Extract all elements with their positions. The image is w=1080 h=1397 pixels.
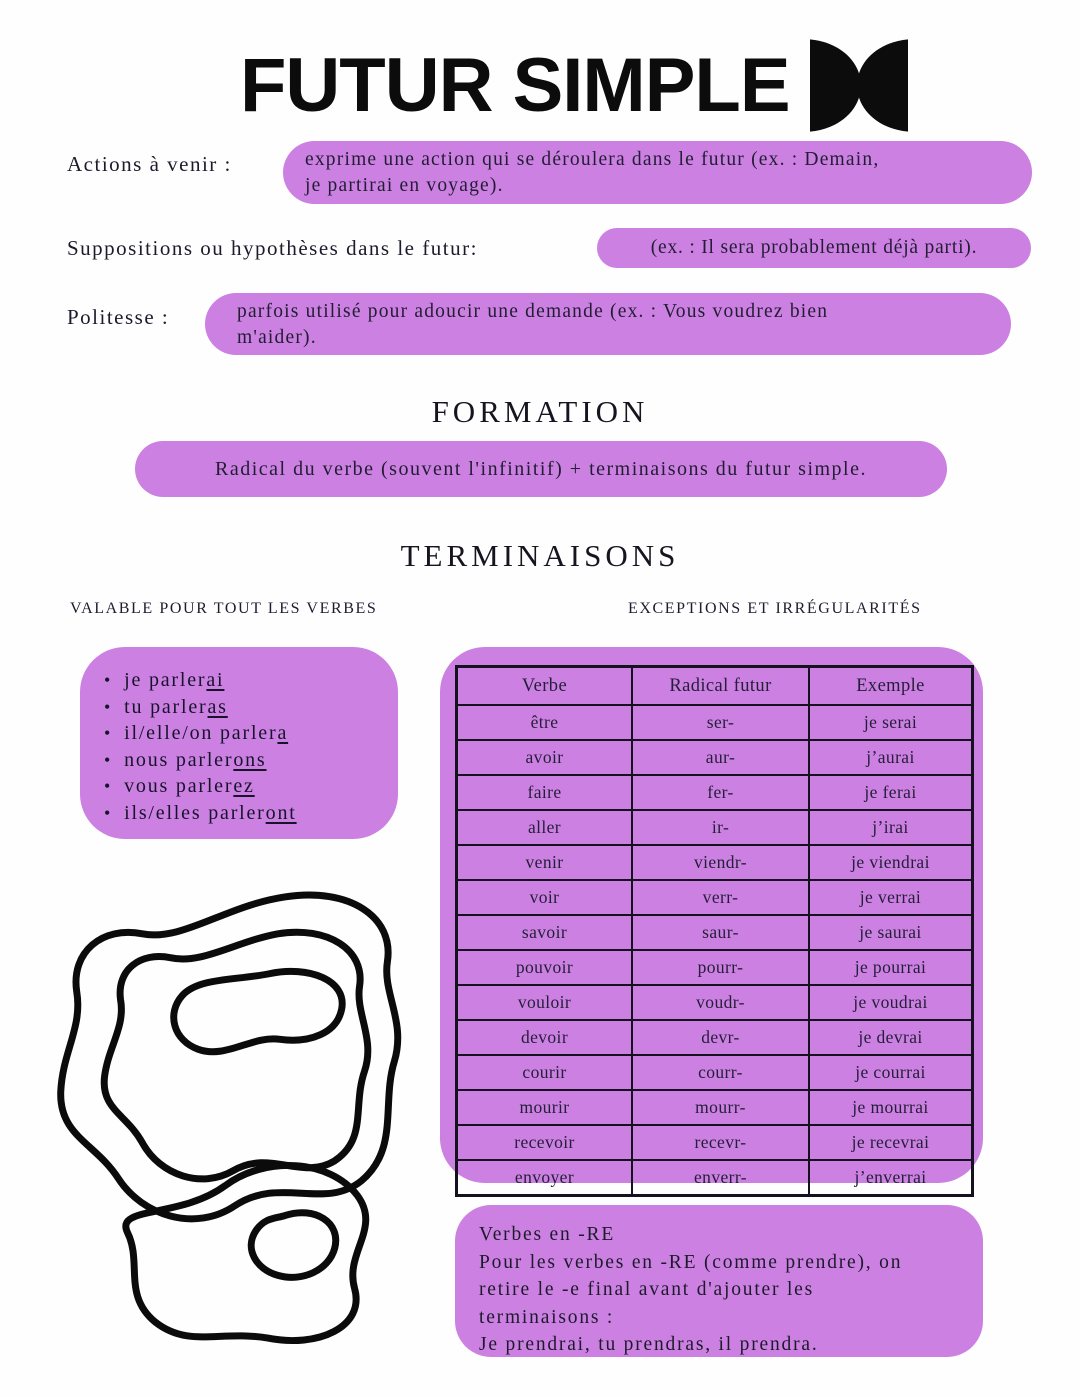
endings-list-box bbox=[80, 647, 398, 839]
re-note-line: Verbes en -RE bbox=[479, 1224, 616, 1245]
cell-verbe: courir bbox=[457, 1055, 633, 1090]
cell-radical: courr- bbox=[632, 1055, 809, 1090]
cell-exemple: je pourrai bbox=[809, 950, 973, 985]
ending-suffix: ons bbox=[233, 748, 267, 771]
ending-base: tu parler bbox=[124, 695, 208, 718]
ending-suffix: a bbox=[277, 722, 289, 744]
ending-item bbox=[104, 720, 398, 747]
ending-item bbox=[104, 694, 398, 721]
cell-exemple: je voudrai bbox=[809, 985, 973, 1020]
bowtie-logo-icon bbox=[810, 38, 908, 133]
cell-exemple: je devrai bbox=[809, 1020, 973, 1055]
pill-text-line: parfois utilisé pour adoucir une demande (ex. : Vous voudrez bien bbox=[237, 301, 829, 322]
cell-radical: recevr- bbox=[632, 1125, 809, 1160]
cell-radical: voudr- bbox=[632, 985, 809, 1020]
cell-radical: mourr- bbox=[632, 1090, 809, 1125]
intro-label-actions: Actions à venir : bbox=[67, 152, 232, 176]
cell-verbe: devoir bbox=[457, 1020, 633, 1055]
formation-heading: FORMATION bbox=[431, 394, 649, 429]
cell-verbe: vouloir bbox=[457, 985, 633, 1020]
table-row bbox=[457, 1125, 973, 1160]
terminaisons-heading: TERMINAISONS bbox=[400, 538, 680, 573]
formation-rule-text: Radical du verbe (souvent l'infinitif) + terminaisons du futur simple. bbox=[215, 458, 867, 480]
table-row bbox=[457, 1160, 973, 1196]
ending-item bbox=[104, 747, 398, 774]
cell-radical: pourr- bbox=[632, 950, 809, 985]
cell-radical: enverr- bbox=[632, 1160, 809, 1196]
highlight-pill-suppositions bbox=[597, 228, 1031, 268]
irregular-verbs-table bbox=[455, 665, 974, 1197]
pill-text-line: m'aider). bbox=[237, 327, 317, 348]
cell-verbe: envoyer bbox=[457, 1160, 633, 1196]
re-note-line: retire le -e final avant d'ajouter les bbox=[479, 1279, 815, 1300]
ending-base: nous parler bbox=[124, 748, 234, 771]
table-row bbox=[457, 1055, 973, 1090]
ending-base: vous parler bbox=[124, 775, 234, 797]
cell-radical: ir- bbox=[632, 810, 809, 845]
contour-doodle bbox=[30, 882, 460, 1360]
table-row bbox=[457, 705, 973, 740]
ending-suffix: ont bbox=[265, 801, 297, 824]
ending-base: je parler bbox=[124, 669, 207, 691]
cell-verbe: pouvoir bbox=[457, 950, 633, 985]
right-column-caption: EXCEPTIONS ET IRRÉGULARITÉS bbox=[628, 600, 922, 617]
cell-radical: devr- bbox=[632, 1020, 809, 1055]
table-row bbox=[457, 810, 973, 845]
cell-verbe: être bbox=[457, 705, 633, 740]
ending-item bbox=[104, 800, 398, 827]
pill-text-line: exprime une action qui se déroulera dans le futur (ex. : Demain, bbox=[305, 149, 880, 170]
col-header-radical: Radical futur bbox=[632, 667, 809, 706]
table-row bbox=[457, 775, 973, 810]
cell-exemple: j’enverrai bbox=[809, 1160, 973, 1196]
cell-exemple: je serai bbox=[809, 705, 973, 740]
endings-list bbox=[104, 667, 398, 826]
highlight-pill-actions bbox=[283, 141, 1032, 204]
ending-item bbox=[104, 773, 398, 800]
ending-item bbox=[104, 667, 398, 694]
cell-verbe: voir bbox=[457, 880, 633, 915]
ending-suffix: as bbox=[207, 695, 228, 718]
cell-verbe: savoir bbox=[457, 915, 633, 950]
formation-rule-pill bbox=[135, 441, 947, 497]
cell-exemple: je viendrai bbox=[809, 845, 973, 880]
table-row bbox=[457, 740, 973, 775]
cell-radical: aur- bbox=[632, 740, 809, 775]
re-note-line: Pour les verbes en -RE (comme prendre), on bbox=[479, 1251, 903, 1273]
page-title: FUTUR SIMPLE bbox=[240, 43, 790, 128]
cell-verbe: venir bbox=[457, 845, 633, 880]
pill-text-line: (ex. : Il sera probablement déjà parti). bbox=[650, 237, 978, 258]
re-verbs-note-box bbox=[455, 1205, 983, 1357]
intro-label-suppositions: Suppositions ou hypothèses dans le futur: bbox=[67, 236, 478, 260]
re-note-line: terminaisons : bbox=[479, 1306, 615, 1328]
table-row bbox=[457, 915, 973, 950]
cell-exemple: je verrai bbox=[809, 880, 973, 915]
cell-verbe: faire bbox=[457, 775, 633, 810]
cell-radical: fer- bbox=[632, 775, 809, 810]
table-row bbox=[457, 880, 973, 915]
ending-suffix: ai bbox=[206, 669, 225, 691]
table-row bbox=[457, 845, 973, 880]
intro-label-politesse: Politesse : bbox=[67, 305, 170, 329]
cell-exemple: je courrai bbox=[809, 1055, 973, 1090]
ending-base: il/elle/on parler bbox=[124, 722, 278, 744]
table-row bbox=[457, 1090, 973, 1125]
ending-base: ils/elles parler bbox=[124, 801, 266, 824]
table-row bbox=[457, 950, 973, 985]
pill-text-line: je partirai en voyage). bbox=[305, 175, 504, 196]
cell-exemple: je recevrai bbox=[809, 1125, 973, 1160]
cell-radical: saur- bbox=[632, 915, 809, 950]
table-header-row bbox=[457, 667, 973, 706]
cell-exemple: je saurai bbox=[809, 915, 973, 950]
cell-radical: ser- bbox=[632, 705, 809, 740]
table-row bbox=[457, 985, 973, 1020]
cell-radical: verr- bbox=[632, 880, 809, 915]
cell-verbe: mourir bbox=[457, 1090, 633, 1125]
re-note-line: Je prendrai, tu prendras, il prendra. bbox=[479, 1334, 819, 1355]
cell-verbe: aller bbox=[457, 810, 633, 845]
cell-verbe: avoir bbox=[457, 740, 633, 775]
cell-radical: viendr- bbox=[632, 845, 809, 880]
cell-exemple: j’aurai bbox=[809, 740, 973, 775]
ending-suffix: ez bbox=[233, 775, 255, 797]
col-header-exemple: Exemple bbox=[809, 667, 973, 706]
highlight-pill-politesse bbox=[205, 293, 1011, 355]
cell-exemple: j’irai bbox=[809, 810, 973, 845]
left-column-caption: VALABLE POUR TOUT LES VERBES bbox=[70, 600, 378, 617]
col-header-verbe: Verbe bbox=[457, 667, 633, 706]
cell-exemple: je mourrai bbox=[809, 1090, 973, 1125]
cell-verbe: recevoir bbox=[457, 1125, 633, 1160]
cell-exemple: je ferai bbox=[809, 775, 973, 810]
table-row bbox=[457, 1020, 973, 1055]
